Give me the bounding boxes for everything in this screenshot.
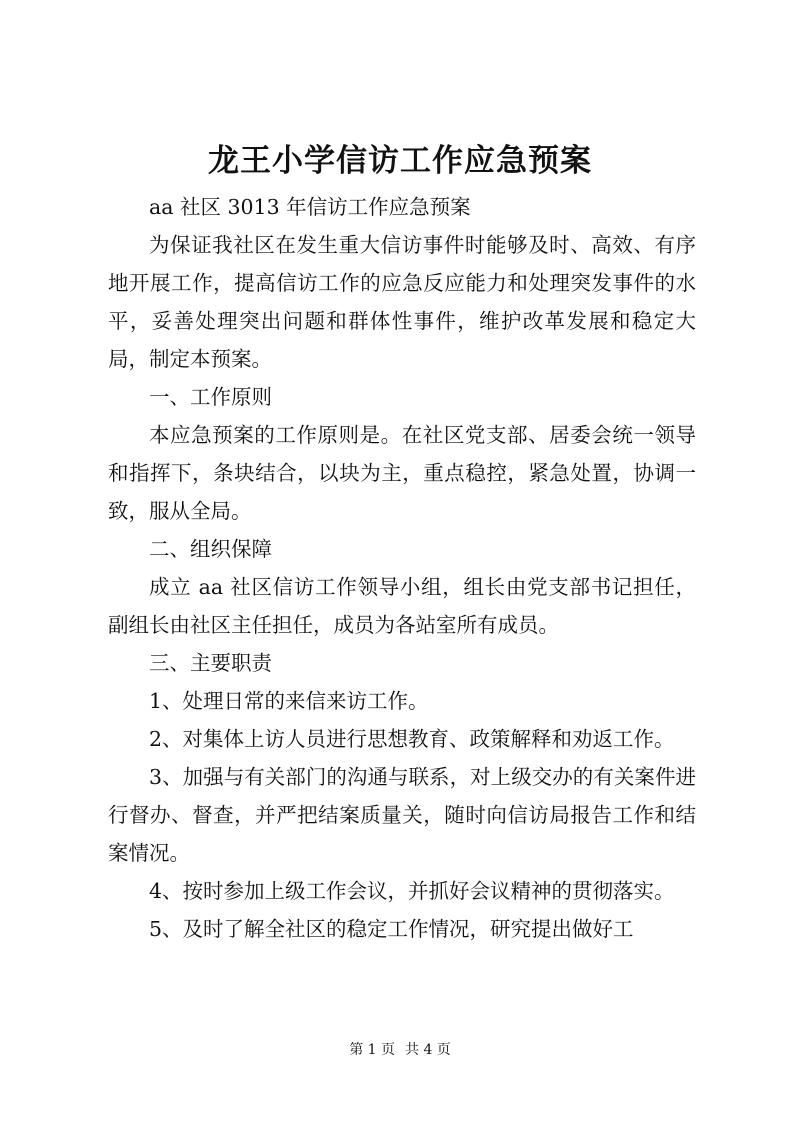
paragraph-organization: 成立 aa 社区信访工作领导小组，组长由党支部书记担任，副组长由社区主任担任，成员为各站室所有成员。 — [108, 575, 696, 637]
duty-item-4: 4、按时参加上级工作会议，并抓好会议精神的贯彻落实。 — [149, 879, 675, 903]
duty-item-5: 5、及时了解全社区的稳定工作情况，研究提出做好工 — [149, 917, 634, 941]
section-heading-principles: 一、工作原则 — [149, 385, 272, 409]
section-heading-duties: 三、主要职责 — [149, 651, 272, 675]
page-total: 共 4 页 — [405, 1042, 451, 1058]
paragraph-principles: 本应急预案的工作原则是。在社区党支部、居委会统一领导和指挥下，条块结合，以块为主，重点稳控，紧急处置，协调一致，服从全局。 — [108, 423, 696, 523]
document-body — [108, 188, 696, 948]
duty-item-3: 3、加强与有关部门的沟通与联系，对上级交办的有关案件进行督办、督查，并严把结案质量关，随时向信访局报告工作和结案情况。 — [108, 765, 696, 865]
paragraph-subtitle: aa 社区 3013 年信访工作应急预案 — [149, 195, 471, 219]
section-heading-organization: 二、组织保障 — [149, 537, 272, 561]
document-title: 龙王小学信访工作应急预案 — [208, 143, 592, 179]
page-number: 第 1 页 — [349, 1042, 395, 1058]
page-footer — [0, 1039, 800, 1061]
paragraph-intro: 为保证我社区在发生重大信访事件时能够及时、高效、有序地开展工作，提高信访工作的应急反应能力和处理突发事件的水平，妥善处理突出问题和群体性事件，维护改革发展和稳定大局，制定本预案。 — [108, 233, 696, 371]
duty-item-1: 1、处理日常的来信来访工作。 — [149, 689, 429, 713]
duty-item-2: 2、对集体上访人员进行思想教育、政策解释和劝返工作。 — [149, 727, 675, 751]
